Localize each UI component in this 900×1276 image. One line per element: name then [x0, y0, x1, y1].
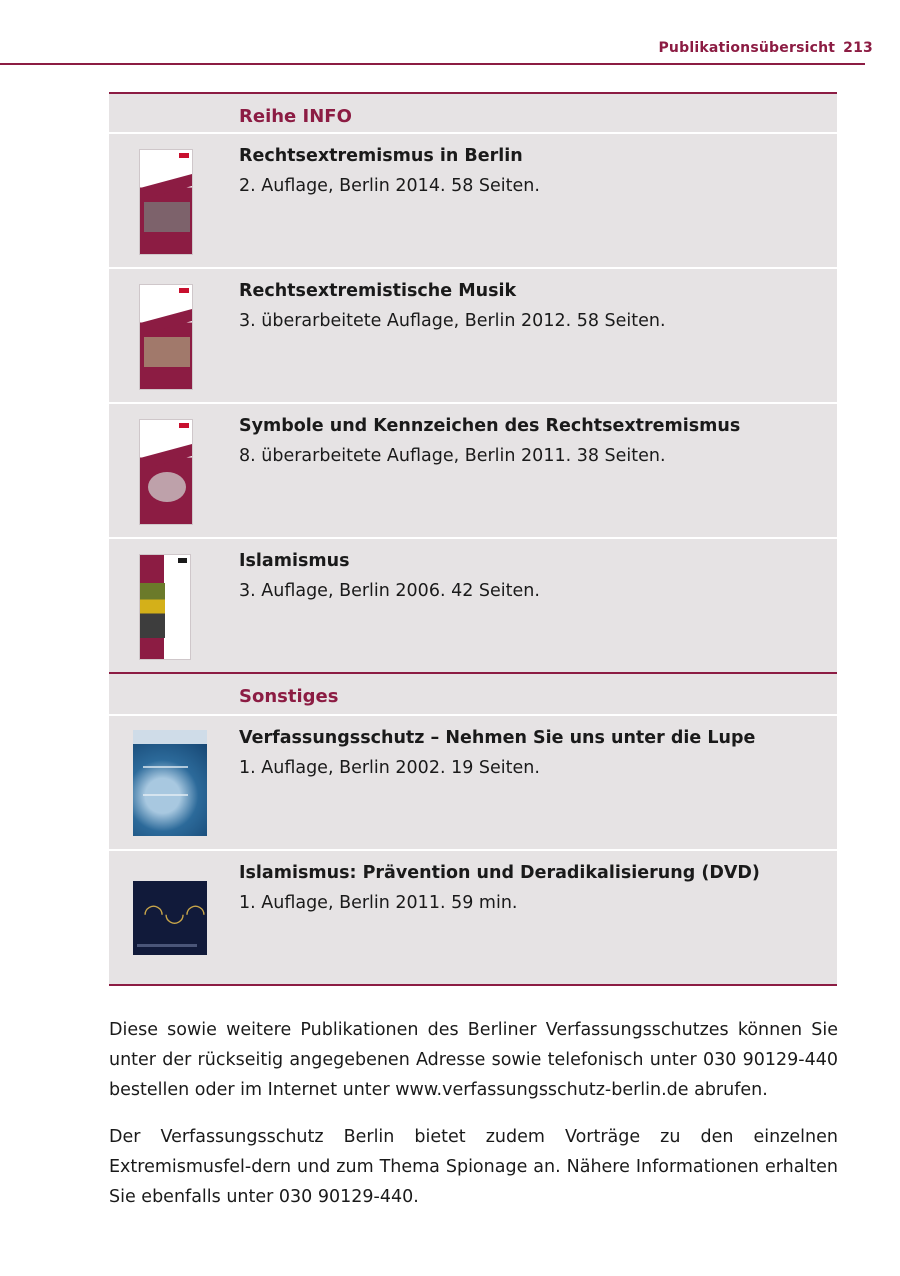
publication-detail: 3. überarbeitete Auflage, Berlin 2012. 58 Seiten.	[239, 311, 666, 331]
publication-detail: 2. Auflage, Berlin 2014. 58 Seiten.	[239, 176, 540, 196]
publication-title: Islamismus: Prävention und Deradikalisierung (DVD)	[239, 863, 760, 883]
section-heading-reihe-info	[109, 92, 837, 134]
section-heading-sonstiges	[109, 674, 837, 716]
publication-title: Rechtsextremistische Musik	[239, 281, 517, 301]
running-head	[658, 40, 873, 56]
publication-title: Symbole und Kennzeichen des Rechtsextremismus	[239, 416, 741, 436]
publication-table	[109, 92, 837, 986]
publication-row	[109, 404, 837, 539]
publication-row	[109, 851, 837, 986]
dvd-cover-thumbnail: ◠◡◠	[133, 881, 207, 955]
lectures-info-paragraph: Der Verfassungsschutz Berlin bietet zudem Vorträge zu den einzelnen Extremismusfel-dern und zum Thema Spionage an. Nähere Informationen erhalten Sie ebenfalls unter 030 90129-440.	[109, 1127, 838, 1207]
book-cover-thumbnail	[139, 554, 191, 660]
publication-detail: 1. Auflage, Berlin 2002. 19 Seiten.	[239, 758, 540, 778]
book-cover-thumbnail	[139, 149, 193, 255]
publication-title: Rechtsextremismus in Berlin	[239, 146, 523, 166]
publication-row	[109, 134, 837, 269]
page-number: 213	[843, 40, 873, 56]
publication-title: Islamismus	[239, 551, 350, 571]
section-title: Publikationsübersicht	[658, 40, 836, 56]
book-cover-thumbnail	[139, 419, 193, 525]
publication-row	[109, 539, 837, 674]
publication-row	[109, 716, 837, 851]
publication-row	[109, 269, 837, 404]
section-heading-label: Sonstiges	[239, 686, 339, 707]
publication-detail: 3. Auflage, Berlin 2006. 42 Seiten.	[239, 581, 540, 601]
book-cover-thumbnail	[133, 730, 207, 836]
publication-detail: 1. Auflage, Berlin 2011. 59 min.	[239, 893, 518, 913]
header-rule	[0, 63, 865, 65]
ordering-info-paragraph: Diese sowie weitere Publikationen des Berliner Verfassungsschutzes können Sie unter der rückseitig angegebenen Adresse sowie telefonisch unter 030 90129-440 bestellen oder im Internet unter www.verfassungsschutz-berlin.de abrufen.	[109, 1020, 838, 1100]
publication-title: Verfassungsschutz – Nehmen Sie uns unter die Lupe	[239, 728, 756, 748]
section-heading-label: Reihe INFO	[239, 106, 352, 127]
publication-detail: 8. überarbeitete Auflage, Berlin 2011. 38 Seiten.	[239, 446, 666, 466]
book-cover-thumbnail	[139, 284, 193, 390]
